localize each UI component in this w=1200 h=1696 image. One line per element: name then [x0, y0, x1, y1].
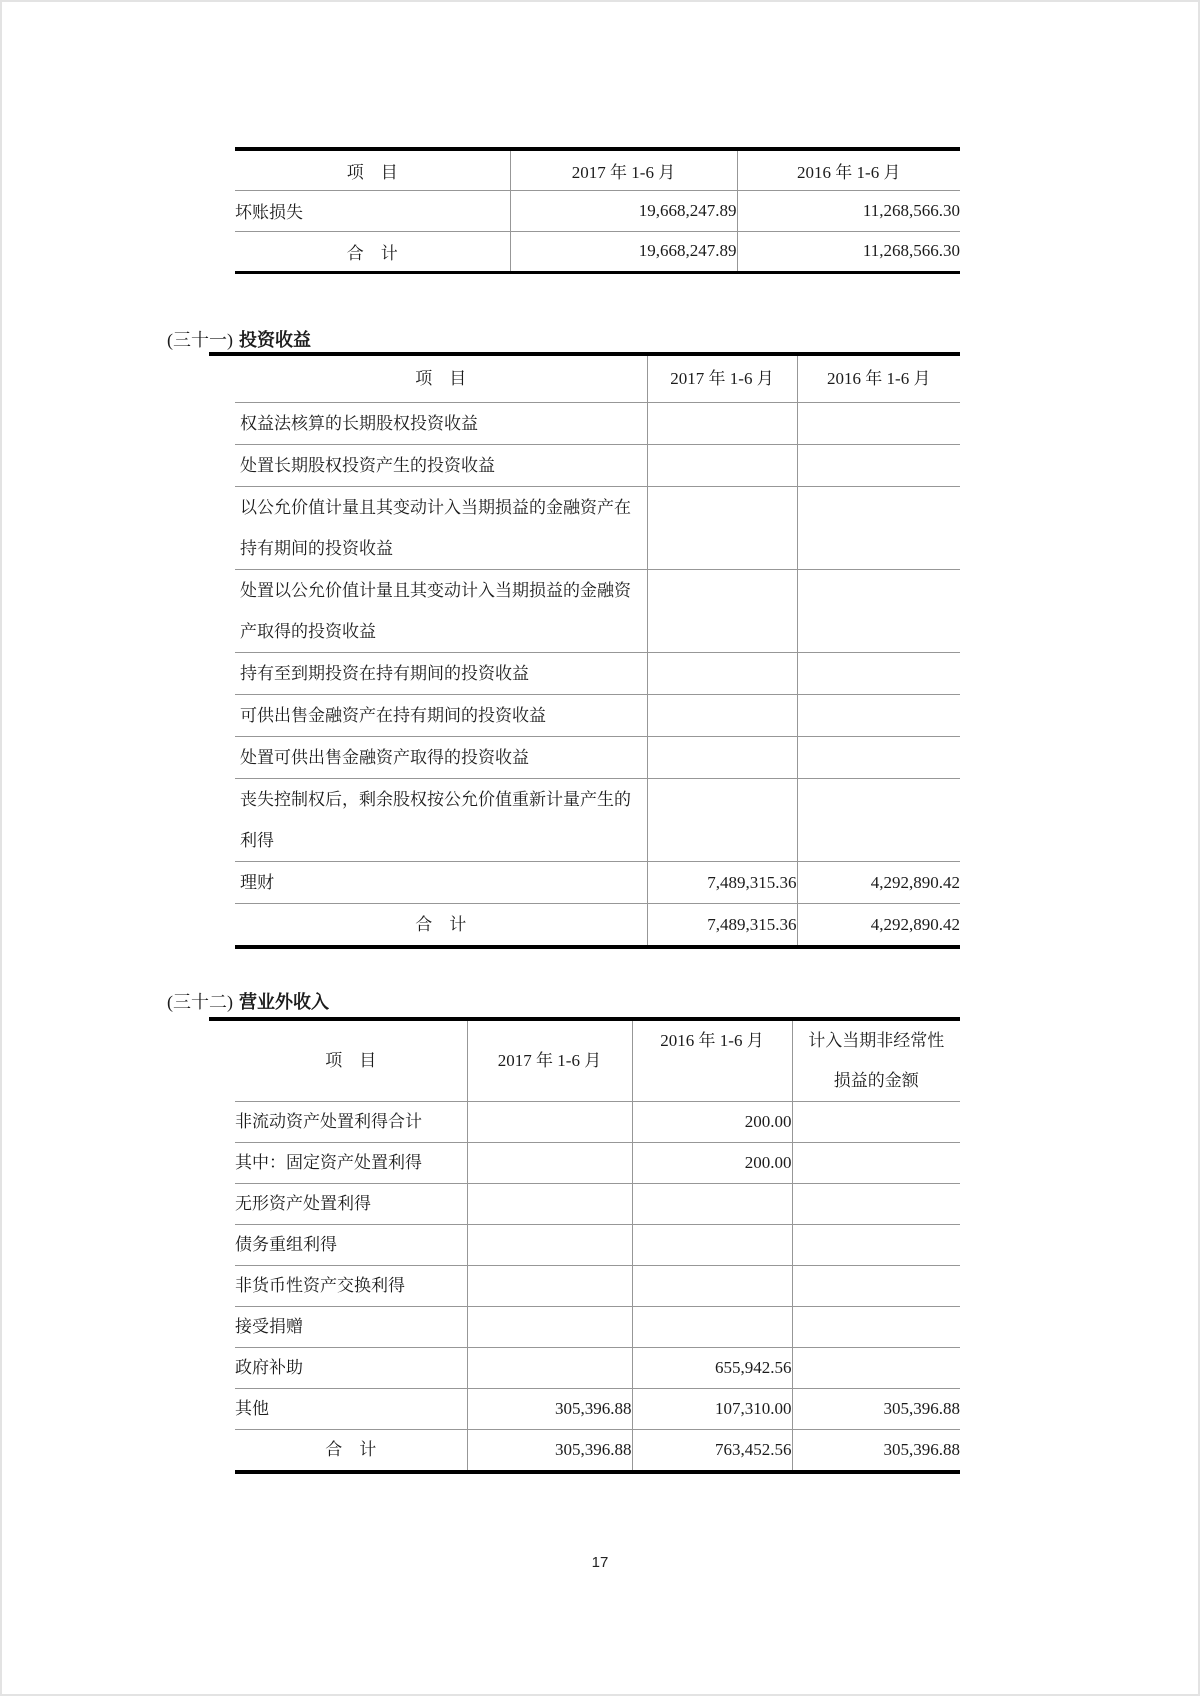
- row-value-2016: [797, 736, 960, 778]
- row-value-2016: [797, 778, 960, 861]
- section-31-name: 投资收益: [239, 330, 311, 350]
- row-label: 可供出售金融资产在持有期间的投资收益: [235, 694, 647, 736]
- row-value-2017: 19,668,247.89: [510, 231, 737, 272]
- section-32-number: (三十二): [167, 992, 233, 1012]
- row-value-2016: 4,292,890.42: [797, 861, 960, 903]
- row-value-2016: [797, 402, 960, 444]
- row-label: 合 计: [346, 243, 398, 263]
- table-row: [235, 1266, 960, 1307]
- table-row: [235, 1143, 960, 1184]
- non-operating-income-table: [235, 1021, 960, 1474]
- row-label: 处置可供出售金融资产取得的投资收益: [235, 736, 647, 778]
- row-value-2017: [647, 486, 797, 569]
- col-header-nonrecurring: [792, 1021, 960, 1102]
- row-value-2016: 763,452.56: [632, 1430, 792, 1473]
- row-value-2017: 7,489,315.36: [647, 861, 797, 903]
- row-value-2017: [647, 778, 797, 861]
- col-header-2017: 2017 年 1-6 月: [647, 356, 797, 402]
- row-value-2017: [467, 1184, 632, 1225]
- page-number: 17: [591, 1554, 609, 1571]
- row-value-2017: 19,668,247.89: [510, 190, 737, 231]
- row-value-2017: [467, 1266, 632, 1307]
- table-row: [235, 778, 960, 861]
- row-label: 非流动资产处置利得合计: [235, 1102, 467, 1143]
- row-value-2016: 11,268,566.30: [737, 231, 960, 272]
- section-32-name: 营业外收入: [239, 992, 329, 1012]
- col-header-item: 项 目: [235, 149, 510, 190]
- table-row: [235, 1307, 960, 1348]
- bad-debt-table: [235, 147, 960, 274]
- table-row: [235, 402, 960, 444]
- table-row: [235, 1225, 960, 1266]
- row-value-nonrecurring: [792, 1307, 960, 1348]
- row-value-nonrecurring: [792, 1184, 960, 1225]
- table-row: [235, 444, 960, 486]
- row-label: 合 计: [325, 1440, 377, 1459]
- row-value-2016: 4,292,890.42: [797, 903, 960, 947]
- row-value-nonrecurring: [792, 1102, 960, 1143]
- row-value-2017: [647, 652, 797, 694]
- row-value-2017: [467, 1225, 632, 1266]
- table-row: [235, 652, 960, 694]
- row-label: 接受捐赠: [235, 1307, 467, 1348]
- row-label: 丧失控制权后，剩余股权按公允价值重新计量产生的利得: [235, 778, 647, 861]
- investment-income-table: [235, 356, 960, 949]
- row-value-2016: [632, 1266, 792, 1307]
- row-value-2016: [797, 486, 960, 569]
- row-value-2016: [797, 444, 960, 486]
- table-row: [235, 569, 960, 652]
- row-value-nonrecurring: 305,396.88: [792, 1430, 960, 1473]
- row-value-nonrecurring: [792, 1348, 960, 1389]
- row-value-2017: [647, 736, 797, 778]
- table-row: [235, 190, 960, 231]
- row-label: 持有至到期投资在持有期间的投资收益: [235, 652, 647, 694]
- row-value-nonrecurring: 305,396.88: [792, 1389, 960, 1430]
- row-value-2017: 305,396.88: [467, 1389, 632, 1430]
- row-label: 坏账损失: [235, 190, 510, 231]
- row-value-2017: [467, 1143, 632, 1184]
- row-value-2017: [647, 569, 797, 652]
- row-value-2017: 7,489,315.36: [647, 903, 797, 947]
- col-header-nonrecurring-line2: 损益的金额: [833, 1071, 919, 1090]
- row-value-nonrecurring: [792, 1266, 960, 1307]
- row-value-2017: [647, 444, 797, 486]
- table-row: [235, 486, 960, 569]
- row-value-2016: [632, 1184, 792, 1225]
- table-total-row: [235, 903, 960, 947]
- table-row: [235, 1102, 960, 1143]
- row-value-nonrecurring: [792, 1225, 960, 1266]
- row-label: 非货币性资产交换利得: [235, 1266, 467, 1307]
- table-total-row: [235, 231, 960, 272]
- row-value-2017: [647, 402, 797, 444]
- row-value-2016: 200.00: [632, 1143, 792, 1184]
- row-value-2017: [467, 1307, 632, 1348]
- table-row: [235, 1348, 960, 1389]
- row-label: 以公允价值计量且其变动计入当期损益的金融资产在持有期间的投资收益: [235, 486, 647, 569]
- row-label: 政府补助: [235, 1348, 467, 1389]
- row-value-2016: [632, 1307, 792, 1348]
- row-value-2016: [797, 652, 960, 694]
- row-label: 其中：固定资产处置利得: [235, 1143, 467, 1184]
- row-value-2016: 11,268,566.30: [737, 190, 960, 231]
- row-value-2016: [632, 1225, 792, 1266]
- table-header-row: [235, 149, 960, 190]
- table-header-row: [235, 1021, 960, 1102]
- row-value-2016: 655,942.56: [632, 1348, 792, 1389]
- row-label: 其他: [235, 1389, 467, 1430]
- section-31-number: (三十一): [167, 330, 233, 350]
- section-32-title: [167, 990, 329, 1014]
- col-header-item: 项 目: [235, 356, 647, 402]
- row-value-2016: 107,310.00: [632, 1389, 792, 1430]
- table-row: [235, 694, 960, 736]
- row-value-2016: [797, 694, 960, 736]
- row-label: 债务重组利得: [235, 1225, 467, 1266]
- row-label: 处置以公允价值计量且其变动计入当期损益的金融资产取得的投资收益: [235, 569, 647, 652]
- row-label: 处置长期股权投资产生的投资收益: [235, 444, 647, 486]
- col-header-2017: 2017 年 1-6 月: [467, 1021, 632, 1102]
- row-label: 权益法核算的长期股权投资收益: [235, 402, 647, 444]
- table-row: [235, 736, 960, 778]
- row-value-2017: [647, 694, 797, 736]
- col-header-item: 项 目: [235, 1021, 467, 1102]
- col-header-2016: 2016 年 1-6 月: [797, 356, 960, 402]
- col-header-2016: 2016 年 1-6 月: [737, 149, 960, 190]
- col-header-2017: 2017 年 1-6 月: [510, 149, 737, 190]
- row-value-2017: 305,396.88: [467, 1430, 632, 1473]
- row-label: 无形资产处置利得: [235, 1184, 467, 1225]
- table-header-row: [235, 356, 960, 402]
- table-row: [235, 1389, 960, 1430]
- col-header-2016: 2016 年 1-6 月: [632, 1021, 792, 1102]
- row-value-2017: [467, 1102, 632, 1143]
- row-value-2016: 200.00: [632, 1102, 792, 1143]
- table-total-row: [235, 1430, 960, 1473]
- row-value-2017: [467, 1348, 632, 1389]
- col-header-nonrecurring-line1: 计入当期非经常性: [808, 1031, 945, 1050]
- row-value-nonrecurring: [792, 1143, 960, 1184]
- section-31-title: [167, 328, 311, 352]
- table-row: [235, 861, 960, 903]
- row-label: 理财: [235, 861, 647, 903]
- row-label: 合 计: [415, 914, 467, 934]
- table-row: [235, 1184, 960, 1225]
- row-value-2016: [797, 569, 960, 652]
